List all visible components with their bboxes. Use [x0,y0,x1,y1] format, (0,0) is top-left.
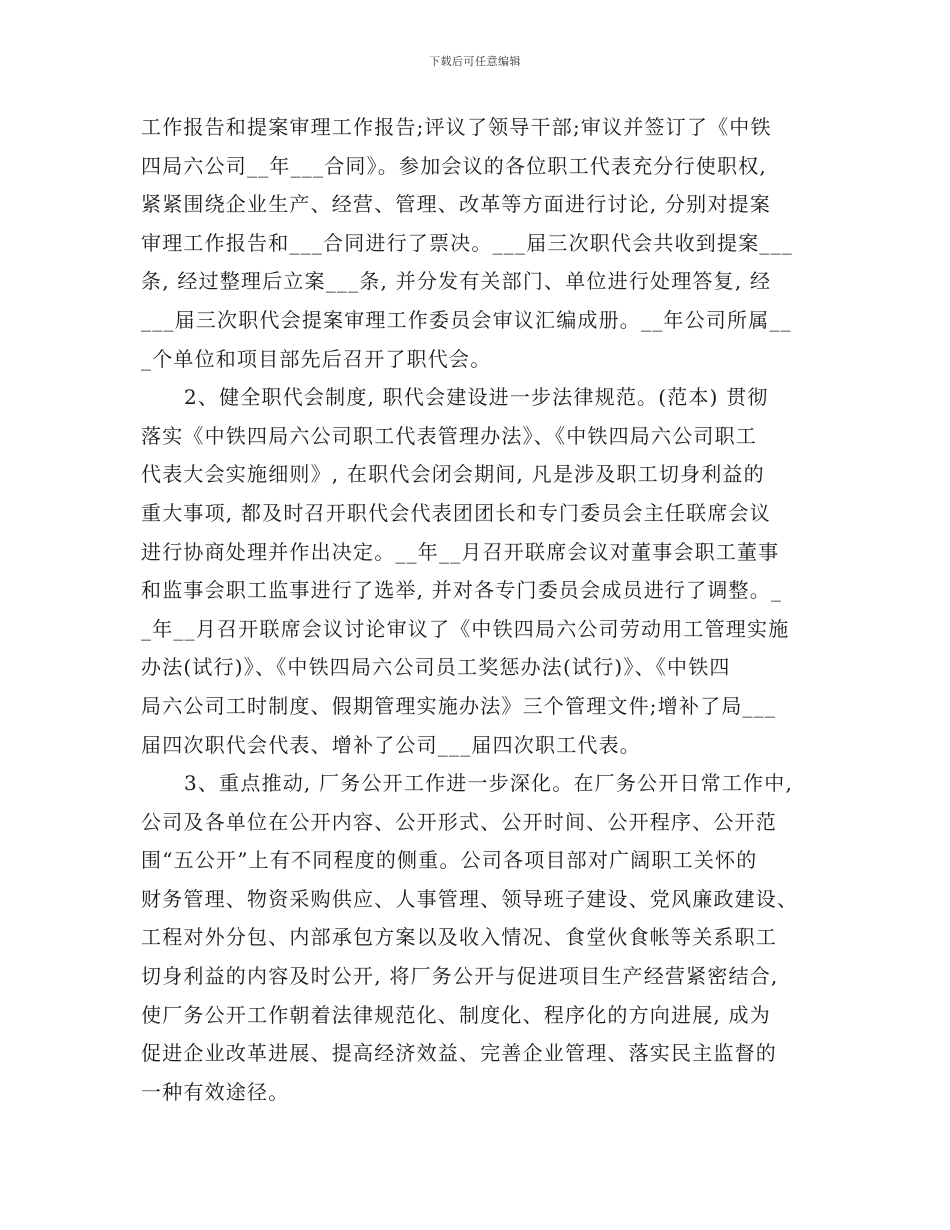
text-line: 届四次职代会代表、增补了公司___届四次职工代表。 [141,732,641,757]
text-line: 工作报告和提案审理工作报告;评议了领导干部;审议并签订了《中铁 [141,115,772,139]
text-line: 一种有效途径。 [141,1079,290,1104]
text-line: 落实《中铁四局六公司职工代表管理办法》、《中铁四局六公司职工 [141,423,757,448]
text-line: 围“五公开”上有不同程度的侧重。公司各项目部对广阔职工关怀的 [141,848,758,873]
text-line: 2、健全职代会制度, 职代会建设进一步法律规范。(范本) 贯彻 [184,385,769,410]
document-body [141,108,831,1111]
text-line: 公司及各单位在公开内容、公开形式、公开时间、公开程序、公开范 [141,809,777,834]
page-header-note: 下载后可任意编辑 [429,55,521,68]
text-line: 3、重点推动, 厂务公开工作进一步深化。在厂务公开日常工作中, [184,771,793,796]
text-line: 工程对外分包、内部承包方案以及收入情况、食堂伙食帐等关系职工 [141,925,777,950]
text-line: 四局六公司__年___合同》。参加会议的各位职工代表充分行使职权, [141,153,767,178]
text-line: 财务管理、物资采购供应、人事管理、领导班子建设、党风廉政建设、 [141,886,799,911]
text-line: 代表大会实施细则》, 在职代会闭会期间, 凡是涉及职工切身利益的 [141,462,765,487]
text-line: ___届三次职代会提案审理工作委员会审议汇编成册。__年公司所属__ [141,307,792,332]
text-line: 使厂务公开工作朝着法律规范化、制度化、程序化的方向进展, 成为 [141,1002,771,1027]
text-line: _年__月召开联席会议讨论审议了《中铁四局六公司劳动用工管理实施 [141,616,790,641]
text-line: 和监事会职工监事进行了选举, 并对各专门委员会成员进行了调整。_ [141,578,783,603]
text-line: 进行协商处理并作出决定。__年__月召开联席会议对董事会职工董事 [141,539,780,564]
text-line: 办法(试行)》、《中铁四局六公司员工奖惩办法(试行)》、《中铁四 [141,655,731,680]
text-line: 紧紧围绕企业生产、经营、管理、改革等方面进行讨论, 分别对提案 [141,192,771,217]
text-line: 条, 经过整理后立案___条, 并分发有关部门、单位进行处理答复, 经 [141,269,772,294]
text-line: 切身利益的内容及时公开, 将厂务公开与促进项目生产经营紧密结合, [141,964,779,989]
text-line: 局六公司工时制度、假期管理实施办法》三个管理文件;增补了局___ [141,693,777,718]
text-line: 重大事项, 都及时召开职代会代表团团长和专门委员会主任联席会议 [141,500,771,525]
text-line: _个单位和项目部先后召开了职代会。 [141,346,492,371]
text-line: 审理工作报告和___合同进行了票决。___届三次职代会共收到提案___ [141,230,793,255]
text-line: 促进企业改革进展、提高经济效益、完善企业管理、落实民主监督的 [141,1041,777,1066]
